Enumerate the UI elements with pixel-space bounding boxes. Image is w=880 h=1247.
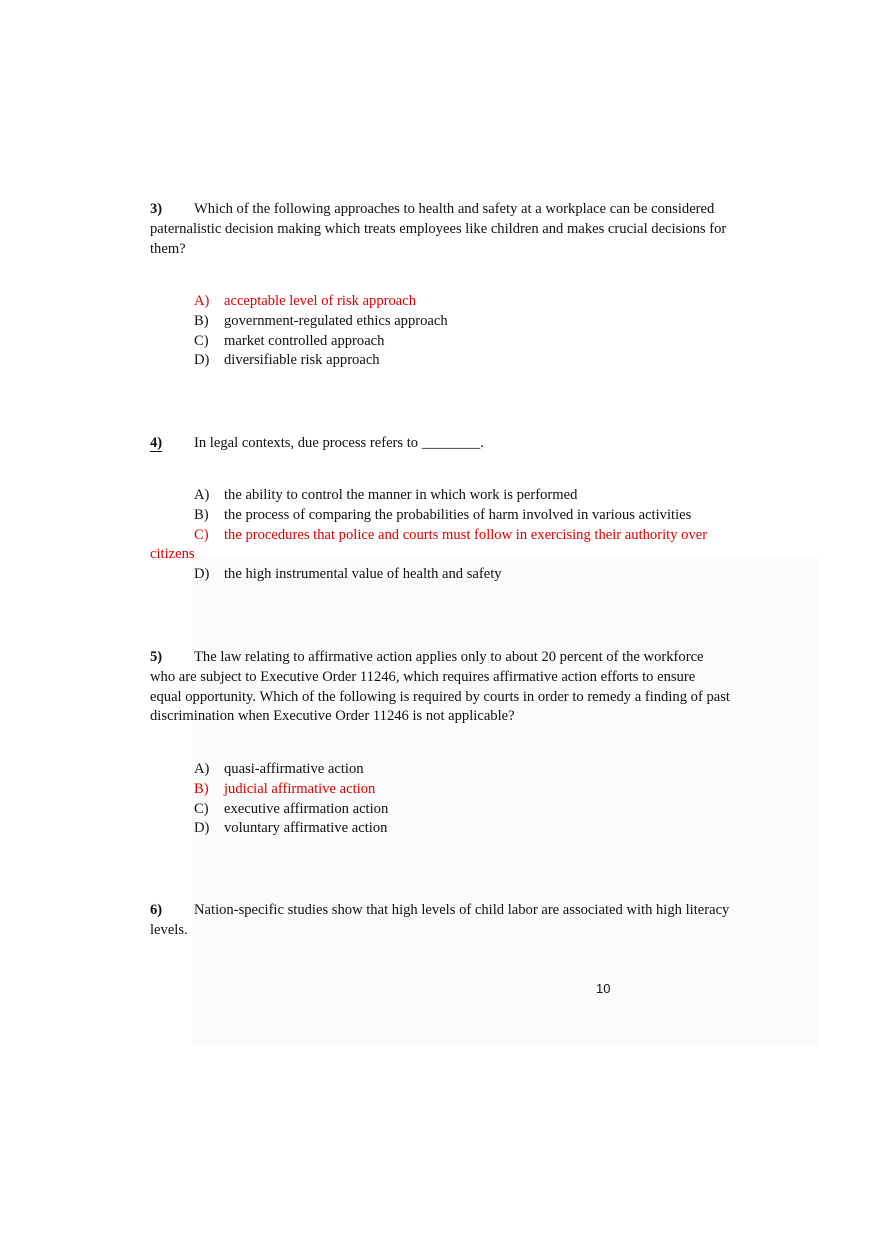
option-letter: B) bbox=[194, 312, 209, 329]
option-text: government-regulated ethics approach bbox=[224, 312, 448, 329]
question-text: In legal contexts, due process refers to ________. bbox=[194, 435, 484, 451]
question-6 bbox=[150, 901, 730, 941]
option-text: the process of comparing the probabilities of harm involved in various activities bbox=[224, 506, 692, 523]
option-letter: D) bbox=[194, 352, 210, 369]
option-text: the procedures that police and courts must follow in exercising their authority over citizens bbox=[150, 526, 708, 563]
page-number: 10 bbox=[596, 981, 611, 996]
option-letter: C) bbox=[194, 526, 209, 543]
option-text: executive affirmation action bbox=[224, 800, 389, 817]
option-letter: A) bbox=[194, 761, 210, 777]
option-a bbox=[150, 292, 730, 312]
option-letter: C) bbox=[194, 800, 209, 817]
option-text: judicial affirmative action bbox=[224, 780, 376, 797]
option-d bbox=[150, 565, 730, 585]
option-a bbox=[150, 760, 730, 780]
option-letter: D) bbox=[194, 820, 210, 837]
question-number: 6) bbox=[150, 902, 163, 918]
option-text: market controlled approach bbox=[224, 332, 385, 349]
option-text: acceptable level of risk approach bbox=[224, 293, 417, 309]
option-d bbox=[150, 819, 730, 839]
question-text: The law relating to affirmative action applies only to about 20 percent of the workforce who are subject to Executive Order 11246, which requires affirmative action efforts to ensure equal opportunity. Which of the following is required by courts in order to remedy a finding of past discrimination when Executive Order 11246 is not applicable? bbox=[150, 649, 730, 725]
option-c bbox=[150, 800, 730, 820]
question-3 bbox=[150, 200, 730, 259]
option-text: the ability to control the manner in which work is performed bbox=[224, 487, 578, 503]
option-letter: D) bbox=[194, 566, 210, 583]
question-4-options bbox=[150, 486, 730, 585]
option-c bbox=[150, 332, 730, 352]
question-number: 5) bbox=[150, 649, 163, 665]
question-number: 3) bbox=[150, 201, 163, 217]
question-4 bbox=[150, 434, 730, 454]
option-d bbox=[150, 351, 730, 371]
option-a bbox=[150, 486, 730, 506]
option-letter: C) bbox=[194, 332, 209, 349]
question-5 bbox=[150, 648, 730, 727]
option-text: voluntary affirmative action bbox=[224, 820, 388, 837]
option-letter: A) bbox=[194, 293, 210, 309]
option-text: quasi-affirmative action bbox=[224, 761, 364, 777]
option-b bbox=[150, 506, 730, 526]
option-letter: A) bbox=[194, 487, 210, 503]
option-b bbox=[150, 312, 730, 332]
option-b bbox=[150, 780, 730, 800]
question-5-options bbox=[150, 760, 730, 839]
question-text: Which of the following approaches to health and safety at a workplace can be considered paternalistic decision making which treats employees like children and makes crucial decisions for them? bbox=[150, 201, 727, 257]
question-3-options bbox=[150, 292, 730, 371]
option-letter: B) bbox=[194, 780, 209, 797]
option-text: diversifiable risk approach bbox=[224, 352, 380, 369]
question-number: 4) bbox=[150, 435, 163, 451]
option-c bbox=[150, 526, 730, 566]
question-text: Nation-specific studies show that high levels of child labor are associated with high literacy levels. bbox=[150, 902, 730, 938]
option-text: the high instrumental value of health and safety bbox=[224, 566, 502, 583]
option-letter: B) bbox=[194, 506, 209, 523]
